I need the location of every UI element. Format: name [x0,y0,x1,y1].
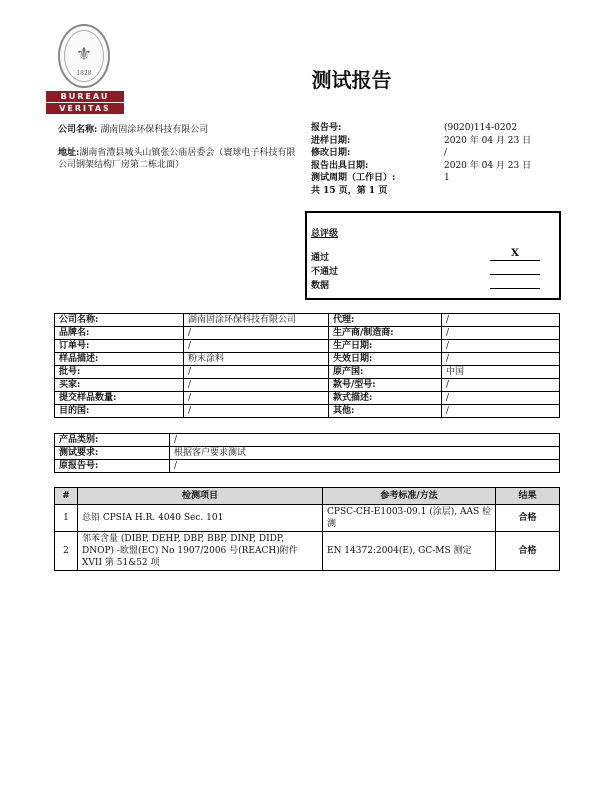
result-verdict: 合格 [496,532,560,571]
col-standard-header: 参考标准/方法 [323,488,496,505]
rating-data-line [490,278,540,289]
sample-row [55,340,560,353]
report-no-label: 报告号: [311,123,342,133]
product-field-value: / [170,460,560,473]
product-row [55,434,560,447]
sample-row [55,353,560,366]
sample-field-label: 目的国: [55,405,184,418]
issue-date-label: 报告出具日期: [311,160,369,171]
sample-field-value: / [184,340,329,353]
product-field-label: 产品类别: [55,434,170,447]
sample-field-label-right: 代理: [329,314,442,327]
logo-bureau: BUREAU [46,91,124,102]
sample-field-value-right: / [442,405,560,418]
sample-field-value-right: / [442,340,560,353]
sample-field-label-right: 失效日期: [329,353,442,366]
result-item: 邻苯含量 (DIBP, DEHP, DBP, BBP, DINP, DIDP, DNOP) -欧盟(EC) No 1907/2006 号(REACH)附件 XVII 第 51&52 项 [78,532,323,571]
result-row [55,505,560,532]
company-value: 湖南固涂环保科技有限公司 [100,125,209,135]
sample-field-label: 样品描述: [55,353,184,366]
result-verdict: 合格 [496,505,560,532]
product-field-label: 原报告号: [55,460,170,473]
sample-field-value-right: / [442,353,560,366]
test-period-value: 1 [444,173,450,183]
sample-field-label: 提交样品数量: [55,392,184,405]
test-period-label: 测试周期（工作日）: [311,173,396,183]
sample-row [55,314,560,327]
col-number-header: # [55,488,78,505]
sample-field-value-right: / [442,392,560,405]
sample-field-label: 公司名称: [55,314,184,327]
sample-field-value: / [184,366,329,379]
result-header-row [55,488,560,505]
sample-row [55,392,560,405]
company-line [58,122,208,135]
receive-date-label: 进样日期: [311,135,351,146]
product-field-value: 根据客户要求测试 [170,447,560,460]
sample-field-value: 湖南固涂环保科技有限公司 [184,314,329,327]
receive-date-value: 2020 年 04 月 23 日 [444,135,532,146]
product-row [55,447,560,460]
sample-info-table [54,313,560,418]
rating-pass-label: 通过 [311,253,330,263]
issue-date-value: 2020 年 04 月 23 日 [444,160,532,171]
sample-field-value: / [184,379,329,392]
revise-date-value: / [444,148,448,158]
logo-veritas: VERITAS [46,103,124,114]
result-standard: CPSC-CH-E1003-09.1 (涂层), AAS 检测 [323,505,496,532]
sample-row [55,379,560,392]
sample-field-value-right: / [442,379,560,392]
product-row [55,460,560,473]
result-item: 总铅 CPSIA H.R. 4040 Sec. 101 [78,505,323,532]
sample-field-value-right: 中国 [442,366,560,379]
sample-field-value: / [184,405,329,418]
result-table [54,487,560,571]
rating-pass-mark: X [490,248,540,261]
rating-fail-line [490,264,540,275]
sample-row [55,405,560,418]
sample-field-label-right: 原产国: [329,366,442,379]
sample-field-label: 买家: [55,379,184,392]
sample-row [55,366,560,379]
sample-field-label: 订单号: [55,340,184,353]
sample-field-value: / [184,327,329,340]
sample-field-value: / [184,392,329,405]
address-block [58,147,302,171]
address-value: 湖南省澧县城头山镇张公庙居委会（寰球电子科技有限公司钢架结构厂房第二栋北面） [58,148,296,170]
sample-field-label: 品牌名: [55,327,184,340]
page-info: 共 15 页，第 1 页 [311,185,388,196]
col-result-header: 结果 [496,488,560,505]
report-info-labels [311,122,395,197]
rating-fail-label: 不通过 [311,267,339,277]
rating-data-label: 数据 [311,281,330,291]
report-no-value: (9020)114-0202 [444,123,518,133]
product-info-table [54,433,560,473]
address-label: 地址: [58,148,80,158]
sample-field-label-right: 款号/型号: [329,379,442,392]
sample-row [55,327,560,340]
logo-year: 1828 [76,70,92,77]
sample-field-value: 粉末涂料 [184,353,329,366]
rating-title: 总评级 [311,229,339,239]
revise-date-label: 修改日期: [311,148,351,158]
report-info-values [444,122,531,185]
sample-field-label: 批号: [55,366,184,379]
sample-field-value-right: / [442,314,560,327]
product-field-value: / [170,434,560,447]
sample-field-label-right: 生产日期: [329,340,442,353]
result-standard: EN 14372:2004(E), GC-MS 测定 [323,532,496,571]
result-row [55,532,560,571]
sample-field-label-right: 其他: [329,405,442,418]
logo-emblem-icon: ⚜ [75,44,93,65]
result-number: 2 [55,532,78,571]
page-title: 测试报告 [311,68,392,92]
sample-field-value-right: / [442,327,560,340]
sample-field-label-right: 生产商/制造商: [329,327,442,340]
product-field-label: 测试要求: [55,447,170,460]
sample-field-label-right: 款式描述: [329,392,442,405]
col-item-header: 检测项目 [78,488,323,505]
result-number: 1 [55,505,78,532]
company-label: 公司名称: [58,125,98,135]
